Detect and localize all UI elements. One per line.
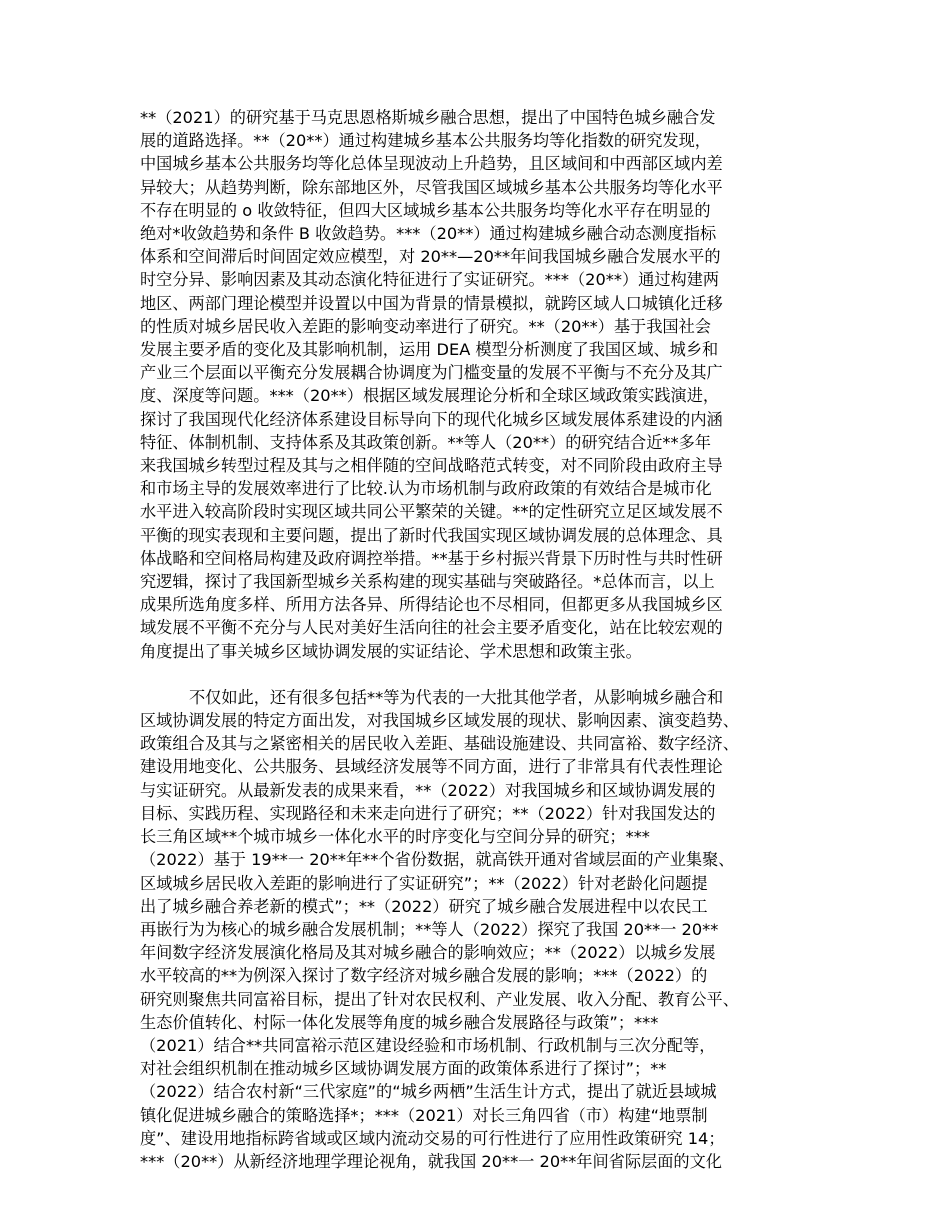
document-body xyxy=(140,106,820,1173)
text-line: 水平进入较高阶段时实现区域共同公平繁荣的关键。**的定性研究立足区域发展不 xyxy=(140,502,723,522)
text-line: 长三角区域**个城市城乡一体化水平的时序变化与空间分异的研究；*** xyxy=(140,827,650,847)
text-line: 对社会组织机制在推动城乡区域协调发展方面的政策体系进行了探讨”；** xyxy=(140,1059,667,1079)
text-line: 和市场主导的发展效率进行了比较.认为市场机制与政府政策的有效结合是城市化 xyxy=(140,479,712,499)
text-line: 再嵌行为为核心的城乡融合发展机制；**等人（2022）探究了我国 20**一 20** xyxy=(140,919,719,939)
text-line: 展的道路选择。**（20**）通过构建城乡基本公共服务均等化指数的研究发现， xyxy=(140,131,711,151)
text-line: 度”、建设用地指标跨省域或区域内流动交易的可行性进行了应用性政策研究 14； xyxy=(140,1128,725,1148)
text-line: 异较大；从趋势判断，除东部地区外，尽管我国区域城乡基本公共服务均等化水平 xyxy=(140,177,723,197)
text-line: **（2021）的研究基于马克思恩格斯城乡融合思想，提出了中国特色城乡融合发 xyxy=(140,108,716,127)
text-line: 地区、两部门理论模型并设置以中国为背景的情景模拟，就跨区域人口城镇化迁移 xyxy=(140,293,723,313)
text-line: ***（20**）从新经济地理学理论视角，就我国 20**一 20**年间省际层面的文化 xyxy=(140,1151,722,1171)
text-line: 与实证研究。从最新发表的成果来看，**（2022）对我国城乡和区域协调发展的 xyxy=(140,780,716,800)
text-line: 镇化促进城乡融合的策略选择*；***（2021）对长三角四省（市）构建“地票制 xyxy=(140,1105,708,1125)
text-line: 水平较高的**为例深入探讨了数字经济对城乡融合发展的影响；***（2022）的 xyxy=(140,966,708,986)
text-line: 绝对*收敛趋势和条件 B 收敛趋势。***（20**）通过构建城乡融合动态测度指标 xyxy=(140,224,717,244)
text-line: 生态价值转化、村际一体化发展等角度的城乡融合发展路径与政策”；*** xyxy=(140,1012,659,1032)
text-line: 体系和空间滞后时间固定效应模型，对 20**—20**年间我国城乡融合发展水平的 xyxy=(140,247,721,267)
text-line: （2021）结合**共同富裕示范区建设经验和市场机制、行政机制与三次分配等， xyxy=(140,1035,716,1055)
paragraph-spacer xyxy=(140,663,820,686)
text-line: 不存在明显的 o 收敛特征，但四大区域城乡基本公共服务均等化水平存在明显的 xyxy=(140,200,711,220)
text-line: 区域城乡居民收入差距的影响进行了实证研究”；**（2022）针对老龄化问题提 xyxy=(140,873,708,893)
paragraph-1 xyxy=(140,106,820,663)
text-line: 研究则聚焦共同富裕目标，提出了针对农民权利、产业发展、收入分配、教育公平、 xyxy=(140,989,739,1009)
text-line: 体战略和空间格局构建及政府调控举措。**基于乡村振兴背景下历时性与共时性研 xyxy=(140,548,723,568)
text-line: 特征、体制机制、支持体系及其政策创新。**等人（20**）的研究结合近**多年 xyxy=(140,432,711,452)
text-line: 的性质对城乡居民收入差距的影响变动率进行了研究。**（20**）基于我国社会 xyxy=(140,316,711,336)
paragraph-2 xyxy=(140,686,820,1173)
text-line: 成果所选角度多样、所用方法各异、所得结论也不尽相同，但都更多从我国城乡区 xyxy=(140,595,723,615)
text-line: 区域协调发展的特定方面出发，对我国城乡区域发展的现状、影响因素、演变趋势、 xyxy=(140,711,739,731)
text-line: 平衡的现实表现和主要问题，提出了新时代我国实现区域协调发展的总体理念、具 xyxy=(140,525,723,545)
text-line: 建设用地变化、公共服务、县域经济发展等不同方面，进行了非常具有代表性理论 xyxy=(140,757,723,777)
text-line: 时空分异、影响因素及其动态演化特征进行了实证研究。***（20**）通过构建两 xyxy=(140,270,720,290)
text-line: 不仅如此，还有很多包括**等为代表的一大批其他学者，从影响城乡融合和 xyxy=(189,687,724,707)
text-line: 究逻辑，探讨了我国新型城乡关系构建的现实基础与突破路径。*总体而言，以上 xyxy=(140,572,715,592)
text-line: 来我国城乡转型过程及其与之相伴随的空间战略范式转变，对不同阶段由政府主导 xyxy=(140,456,723,476)
text-line: 角度提出了事关城乡区域协调发展的实证结论、学术思想和政策主张。 xyxy=(140,641,642,661)
text-line: 度、深度等问题。***（20**）根据区域发展理论分析和全球区域政策实践演进， xyxy=(140,386,720,406)
text-line: 年间数字经济发展演化格局及其对城乡融合的影响效应；**（2022）以城乡发展 xyxy=(140,943,716,963)
text-line: 中国城乡基本公共服务均等化总体呈现波动上升趋势，且区域间和中西部区域内差 xyxy=(140,154,723,174)
text-line: （2022）结合农村新“三代家庭”的“城乡两栖”生活生计方式，提出了就近县域城 xyxy=(140,1082,717,1102)
text-line: 发展主要矛盾的变化及其影响机制，运用 DEA 模型分析测度了我国区域、城乡和 xyxy=(140,340,719,360)
text-line: 探讨了我国现代化经济体系建设目标导向下的现代化城乡区域发展体系建设的内涵 xyxy=(140,409,723,429)
text-line: 目标、实践历程、实现路径和未来走向进行了研究；**（2022）针对我国发达的 xyxy=(140,803,716,823)
text-line: 域发展不平衡不充分与人民对美好生活向往的社会主要矛盾变化，站在比较宏观的 xyxy=(140,618,723,638)
text-line: （2022）基于 19**一 20**年**个省份数据，就高铁开通对省域层面的产业集聚、 xyxy=(140,850,735,870)
text-line: 产业三个层面以平衡充分发展耦合协调度为门槛变量的发展不平衡与不充分及其广 xyxy=(140,363,723,383)
text-line: 出了城乡融合养老新的模式”；**（2022）研究了城乡融合发展进程中以农民工 xyxy=(140,896,708,916)
text-line: 政策组合及其与之紧密相关的居民收入差距、基础设施建设、共同富裕、数字经济、 xyxy=(140,734,739,754)
